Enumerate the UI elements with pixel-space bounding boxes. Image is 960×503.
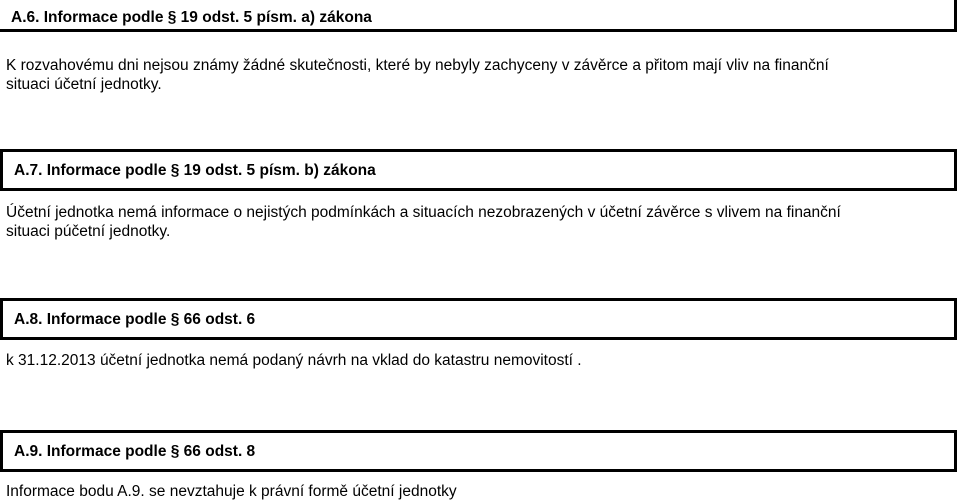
section-heading-a6: [0, 0, 957, 32]
section-a9-line-1: Informace bodu A.9. se nevztahuje k právní formě účetní jednotky: [6, 483, 457, 500]
section-heading-a9: [0, 430, 957, 472]
section-a6-line-2: situaci účetní jednotky.: [6, 76, 162, 93]
section-a7-line-2: situaci púčetní jednotky.: [6, 223, 171, 240]
section-a7-line-1: Účetní jednotka nemá informace o nejistých podmínkách a situacích nezobrazených v účetní závěrce s vlivem na finanční: [6, 204, 841, 221]
section-heading-a6-text: A.6. Informace podle § 19 odst. 5 písm. a) zákona: [11, 9, 372, 26]
section-heading-a8: [0, 298, 957, 340]
section-heading-a9-text: A.9. Informace podle § 66 odst. 8: [14, 443, 256, 460]
section-heading-a7-text: A.7. Informace podle § 19 odst. 5 písm. b) zákona: [14, 162, 376, 179]
section-heading-a8-text: A.8. Informace podle § 66 odst. 6: [14, 311, 256, 328]
section-a6-line-1: K rozvahovému dni nejsou známy žádné skutečnosti, které by nebyly zachyceny v závěrce a přitom mají vliv na finanční: [6, 57, 829, 74]
section-a8-line-1: k 31.12.2013 účetní jednotka nemá podaný návrh na vklad do katastru nemovitostí .: [6, 352, 582, 369]
section-heading-a7: [0, 149, 957, 191]
